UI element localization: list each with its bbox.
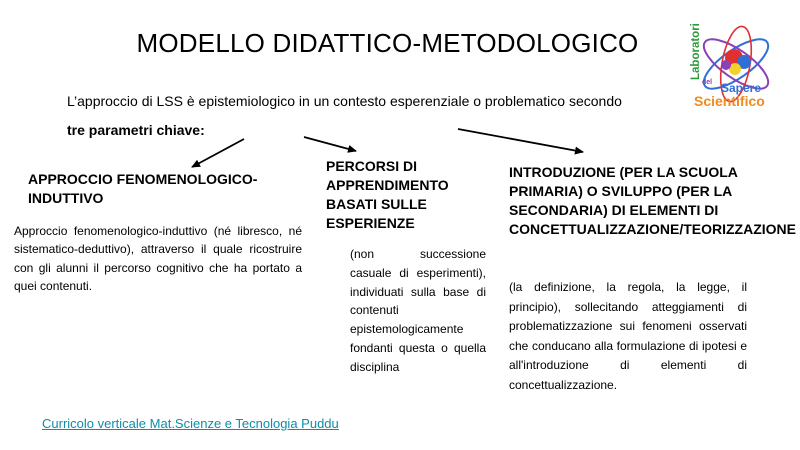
arrow-to-col1 [192,139,244,167]
curricolo-link[interactable]: Curricolo verticale Mat.Scienze e Tecnologia Puddu [42,416,339,431]
params-label: tre parametri chiave: [67,122,205,138]
column-1-body: Approccio fenomenologico-induttivo (né libresco, né sistematico-deduttivo), attraverso il quale ricostruire con gli alunni il percorso cognitivo che ha portato a quei contenuti. [14,224,302,294]
slide-title: MODELLO DIDATTICO-METODOLOGICO [136,28,639,58]
logo-text-del: del [702,79,713,86]
arrow-to-col2 [304,137,356,151]
column-2-body [326,245,486,377]
intro-text: L’approccio di LSS è epistemiologico in un contesto esperenziale o problematico secondo [67,93,622,109]
logo-text-laboratori: Laboratori [690,23,702,80]
logo-text-sapere: Sapere [721,81,762,95]
arrow-to-col3 [458,129,583,152]
lss-logo [688,20,780,112]
column-3-title: INTRODUZIONE (PER LA SCUOLA PRIMARIA) O SVILUPPO (PER LA SECONDARIA) DI ELEMENTI DI CONCETTUALIZZAZIONE/TEORIZZAZIONE [509,164,796,237]
column-3-body: (la definizione, la regola, la legge, il principio), sollecitando atteggiamenti di problematizzazione sui fenomeni osservati che conducano alla formulazione di ipotesi e all'introduzione di elementi di concettualizzazione. [509,280,747,392]
logo-text-scientifico: Scientifico [694,93,765,109]
column-2-body-text: (non successione casuale di esperimenti), individuati sulla base di contenuti epistemologicamente fondanti questa o quella disciplina [350,247,486,374]
column-1-title: APPROCCIO FENOMENOLOGICO-INDUTTIVO [28,171,258,206]
logo-nucleus-purple [721,60,731,70]
column-2-title: PERCORSI DI APPRENDIMENTO BASATI SULLE ESPERIENZE [326,158,449,231]
